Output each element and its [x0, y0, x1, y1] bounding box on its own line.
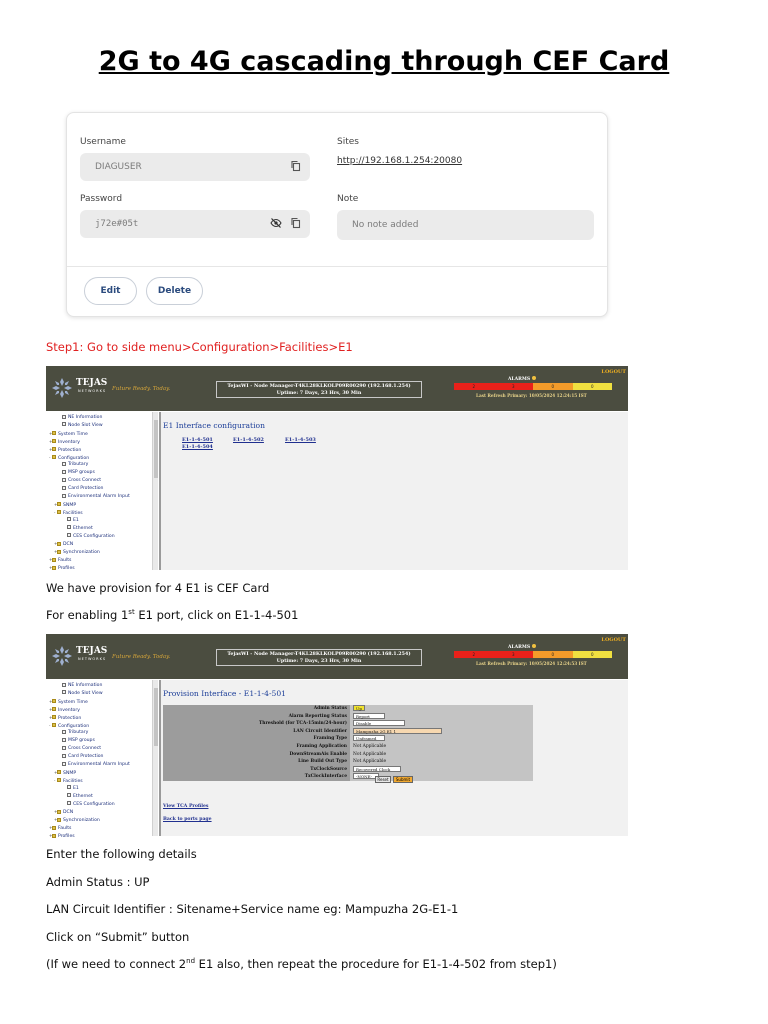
- folder-icon: [57, 542, 61, 546]
- folder-icon: [52, 699, 56, 703]
- tree-item-label: SNMP: [63, 770, 77, 776]
- sites-link[interactable]: http://192.168.1.254:20080: [337, 156, 463, 166]
- alarm-bar[interactable]: [454, 651, 612, 658]
- form-row-framing-type: [163, 735, 533, 743]
- folder-icon: [52, 834, 56, 838]
- tree-item-label: Environmental Alarm Input: [68, 762, 130, 767]
- collapse-icon[interactable]: -: [49, 722, 51, 728]
- tree-item-label: Tributary: [68, 462, 89, 468]
- expand-icon[interactable]: +: [49, 833, 53, 839]
- tree-item-label: CES Configuration: [73, 533, 115, 539]
- alarm-minor[interactable]: 0: [533, 651, 573, 658]
- repeat-instruction: (If we need to connect 2nd E1 also, then repeat the procedure for E1-1-4-502 from step1): [46, 957, 557, 971]
- folder-icon: [52, 707, 56, 711]
- line-build-out-label: Line Build Out Type: [163, 758, 350, 766]
- page-icon: [62, 690, 66, 694]
- port-link-e1-1-4-501[interactable]: E1-1-4-501: [182, 437, 213, 443]
- lan-circuit-label: LAN Circuit Identifier: [163, 728, 350, 736]
- side-menu-tree: [46, 680, 159, 840]
- tree-item-cross-connect[interactable]: [59, 477, 101, 485]
- folder-icon: [52, 439, 56, 443]
- form-row-admin-status: [163, 705, 533, 713]
- tree-item-label: Protection: [58, 447, 82, 453]
- tree-item-label: Profiles: [58, 566, 75, 572]
- tree-item-label: Configuration: [58, 455, 90, 461]
- uptime-text: Uptime: 7 Days, 23 Hrs, 30 Min: [276, 658, 362, 664]
- page-icon: [67, 785, 71, 789]
- tree-item-label: NE Information: [68, 415, 103, 420]
- tree-item-label: Environmental Alarm Input: [68, 494, 130, 499]
- side-menu-scrollbar[interactable]: [152, 680, 158, 836]
- tree-item-label: Node Slot View: [68, 690, 103, 696]
- alarm-major[interactable]: 3: [494, 651, 534, 658]
- node-manager-info: [216, 381, 422, 398]
- folder-icon: [52, 431, 56, 435]
- admin-status-instruction: Admin Status : UP: [46, 875, 150, 889]
- alarm-indicator-icon: [532, 376, 536, 380]
- brand-subtitle: NETWORKS: [78, 657, 107, 661]
- downstream-ais-label: DownStreamAis Enable: [163, 751, 350, 759]
- tree-item-card-protection[interactable]: [59, 753, 103, 761]
- framing-application-label: Framing Application: [163, 743, 350, 751]
- form-row-threshold: [163, 720, 533, 728]
- tree-item-tributary[interactable]: [59, 729, 88, 737]
- expand-icon[interactable]: +: [49, 714, 53, 720]
- expand-icon[interactable]: +: [49, 438, 53, 444]
- folder-icon: [52, 826, 56, 830]
- tree-item-tributary[interactable]: [59, 461, 88, 469]
- scrollbar-thumb[interactable]: [154, 420, 158, 478]
- eye-off-icon[interactable]: [270, 217, 282, 229]
- tree-item-label: System Time: [58, 699, 88, 705]
- enable-port-text: For enabling 1st E1 port, click on E1-1-4-501: [46, 608, 299, 622]
- folder-icon: [52, 447, 56, 451]
- tree-item-protection[interactable]: [49, 714, 81, 722]
- folder-icon: [52, 715, 56, 719]
- tree-item-environmental-alarm-input[interactable]: [59, 761, 130, 769]
- tree-item-card-protection[interactable]: [59, 485, 103, 493]
- tree-item-ces-configuration[interactable]: [64, 533, 115, 541]
- tree-item-label: Protection: [58, 715, 82, 721]
- tree-item-profiles[interactable]: [49, 564, 75, 572]
- note-label: Note: [337, 194, 359, 204]
- page-icon: [67, 793, 71, 797]
- admin-status-select[interactable]: Up: [353, 705, 365, 711]
- submit-button[interactable]: Submit: [393, 776, 413, 783]
- uptime-text: Uptime: 7 Days, 23 Hrs, 30 Min: [276, 390, 362, 396]
- brand-tagline: Future Ready. Today.: [112, 654, 171, 660]
- page-icon: [62, 494, 66, 498]
- threshold-select[interactable]: Disable: [353, 720, 405, 726]
- tree-item-msp-groups[interactable]: [59, 469, 95, 477]
- tree-item-configuration[interactable]: [49, 454, 89, 462]
- tree-item-system-time[interactable]: [49, 430, 88, 438]
- alarm-reporting-label: Alarm Reporting Status: [163, 713, 350, 721]
- expand-icon[interactable]: +: [49, 446, 53, 452]
- alarm-warning[interactable]: 0: [573, 651, 613, 658]
- brand-subtitle: NETWORKS: [78, 389, 107, 393]
- form-row-tx-clock-interface: [163, 773, 533, 781]
- expand-icon[interactable]: +: [49, 706, 53, 712]
- page-icon: [62, 754, 66, 758]
- lan-circuit-instruction: LAN Circuit Identifier : Sitename+Service name eg: Mampuzha 2G-E1-1: [46, 902, 459, 916]
- username-label: Username: [80, 137, 126, 147]
- view-tca-profiles-link[interactable]: View TCA Profiles: [163, 804, 209, 809]
- collapse-icon[interactable]: -: [54, 777, 56, 783]
- tree-item-label: NE Information: [68, 683, 103, 688]
- collapse-icon[interactable]: -: [54, 509, 56, 515]
- tree-item-label: Facilities: [63, 778, 83, 784]
- expand-icon[interactable]: +: [54, 817, 58, 823]
- expand-icon[interactable]: +: [49, 698, 53, 704]
- tree-item-profiles[interactable]: [49, 832, 75, 840]
- page-icon: [62, 762, 66, 766]
- alarm-major[interactable]: 3: [494, 383, 534, 390]
- tree-item-inventory[interactable]: [49, 706, 80, 714]
- framing-application-value: Not Applicable: [350, 743, 533, 751]
- tree-item-label: DCN: [63, 542, 74, 548]
- provision-title: Provision Interface - E1-1-4-501: [163, 689, 287, 698]
- nms-screenshot-provision: [46, 634, 628, 840]
- folder-icon: [52, 566, 56, 570]
- expand-icon[interactable]: +: [49, 430, 53, 436]
- scrollbar-thumb[interactable]: [154, 688, 158, 746]
- tree-item-label: MSP groups: [68, 738, 95, 744]
- page-icon: [67, 801, 71, 805]
- tree-item-label: Card Protection: [68, 486, 104, 492]
- page-icon: [62, 415, 66, 419]
- page-icon: [62, 730, 66, 734]
- tejas-logo-icon: [51, 377, 73, 399]
- tree-item-label: Profiles: [58, 834, 75, 840]
- collapse-icon[interactable]: -: [49, 454, 51, 460]
- tree-item-label: Facilities: [63, 510, 83, 516]
- folder-icon: [57, 550, 61, 554]
- credentials-card: [66, 112, 608, 317]
- page-icon: [62, 462, 66, 466]
- password-value: j72e#05t: [95, 219, 139, 229]
- tree-item-label: Faults: [58, 826, 72, 832]
- tree-item-ne-information[interactable]: [59, 682, 102, 690]
- tree-item-dcn[interactable]: [54, 540, 73, 548]
- logout-link[interactable]: LOGOUT: [601, 637, 626, 643]
- node-manager-info: [216, 649, 422, 666]
- tree-item-label: Synchronization: [63, 550, 100, 556]
- sites-label: Sites: [337, 137, 359, 147]
- tree-item-synchronization[interactable]: [54, 816, 100, 824]
- side-menu-tree: [46, 412, 159, 570]
- alarm-bar[interactable]: [454, 383, 612, 390]
- copy-icon[interactable]: [290, 217, 302, 229]
- alarm-reporting-select[interactable]: Report: [353, 713, 385, 719]
- tree-item-e1[interactable]: [64, 785, 79, 793]
- folder-icon: [57, 778, 61, 782]
- tree-item-label: Card Protection: [68, 754, 104, 760]
- tree-item-faults[interactable]: [49, 824, 71, 832]
- e1-config-panel: [161, 412, 628, 570]
- tree-item-label: Ethernet: [73, 793, 93, 799]
- last-refresh: Last Refresh Primary: 10/05/2024 12:24:15 IST: [476, 393, 587, 398]
- port-link-e1-1-4-502[interactable]: E1-1-4-502: [233, 437, 264, 443]
- tree-item-facilities[interactable]: [54, 509, 83, 517]
- nms-header: [46, 634, 628, 679]
- form-row-tx-clock-source: [163, 766, 533, 774]
- page-icon: [67, 517, 71, 521]
- expand-icon[interactable]: +: [54, 549, 58, 555]
- tree-item-label: CES Configuration: [73, 801, 115, 807]
- folder-icon: [57, 770, 61, 774]
- alarms-label: ALARMS: [508, 376, 536, 382]
- alarm-indicator-icon: [532, 644, 536, 648]
- brand-name: TEJAS: [76, 378, 108, 388]
- username-value: DIAGUSER: [95, 162, 142, 172]
- tx-clock-interface-select[interactable]: -NONE-: [353, 773, 379, 779]
- tree-item-label: System Time: [58, 431, 88, 437]
- lan-circuit-input[interactable]: Mampuzha 2G E1 1: [353, 728, 442, 734]
- threshold-label: Threshold (for TCA-15min/24-hour): [163, 720, 350, 728]
- page-icon: [67, 525, 71, 529]
- tree-item-label: Tributary: [68, 730, 89, 736]
- form-row-line-build-out: [163, 758, 533, 766]
- page-icon: [62, 486, 66, 490]
- tree-item-inventory[interactable]: [49, 438, 80, 446]
- password-label: Password: [80, 194, 123, 204]
- tree-item-synchronization[interactable]: [54, 548, 100, 556]
- line-build-out-value: Not Applicable: [350, 758, 533, 766]
- expand-icon[interactable]: +: [49, 565, 53, 571]
- form-row-lan-circuit: [163, 728, 533, 736]
- tree-item-environmental-alarm-input[interactable]: [59, 493, 130, 501]
- tree-item-label: Faults: [58, 558, 72, 564]
- expand-icon[interactable]: +: [54, 541, 58, 547]
- edit-button[interactable]: Edit: [84, 277, 137, 305]
- step1-text: Step1: Go to side menu>Configuration>Facilities>E1: [46, 340, 353, 354]
- expand-icon[interactable]: +: [54, 809, 58, 815]
- folder-icon: [57, 810, 61, 814]
- alarms-label: ALARMS: [508, 644, 536, 650]
- tree-item-snmp[interactable]: [54, 769, 76, 777]
- document-title: 2G to 4G cascading through CEF Card: [98, 46, 670, 77]
- tree-item-ethernet[interactable]: [64, 525, 93, 533]
- tree-item-label: E1: [73, 517, 79, 523]
- provision-count-text: We have provision for 4 E1 is CEF Card: [46, 581, 270, 595]
- tree-item-label: Configuration: [58, 723, 90, 729]
- password-field[interactable]: [80, 210, 310, 238]
- framing-type-label: Framing Type: [163, 735, 350, 743]
- tree-item-msp-groups[interactable]: [59, 737, 95, 745]
- tx-clock-source-select[interactable]: Recovered Clock: [353, 766, 401, 772]
- reset-button[interactable]: Reset: [375, 776, 391, 783]
- tree-item-label: Ethernet: [73, 525, 93, 531]
- nms-screenshot-e1: [46, 366, 628, 570]
- tree-item-label: E1: [73, 785, 79, 791]
- tree-item-label: Inventory: [58, 439, 80, 445]
- expand-icon[interactable]: +: [49, 825, 53, 831]
- folder-icon: [52, 723, 56, 727]
- folder-icon: [52, 455, 56, 459]
- tree-item-ces-configuration[interactable]: [64, 801, 115, 809]
- nms-header: [46, 366, 628, 411]
- side-menu-scrollbar[interactable]: [152, 412, 158, 570]
- card-divider: [67, 266, 607, 267]
- tree-item-label: Synchronization: [63, 818, 100, 824]
- form-row-alarm-reporting: [163, 713, 533, 721]
- port-link-e1-1-4-504[interactable]: E1-1-4-504: [182, 444, 213, 450]
- tree-item-configuration[interactable]: [49, 722, 89, 730]
- page-icon: [62, 738, 66, 742]
- page-icon: [62, 746, 66, 750]
- provision-panel: [161, 680, 628, 836]
- node-manager-title: TejasWI - Node Manager-T4KL28KLKOLP09R00290 (192.168.1.254): [227, 383, 411, 389]
- node-manager-title: TejasWI - Node Manager-T4KL28KLKOLP09R00290 (192.168.1.254): [227, 651, 411, 657]
- back-to-ports-link[interactable]: Back to ports page: [163, 817, 212, 822]
- expand-icon[interactable]: +: [54, 501, 58, 507]
- tx-clock-interface-label: TxClockInterface: [163, 773, 350, 781]
- alarm-critical[interactable]: 2: [454, 651, 494, 658]
- page-icon: [62, 470, 66, 474]
- expand-icon[interactable]: +: [49, 557, 53, 563]
- tree-item-ethernet[interactable]: [64, 793, 93, 801]
- page-icon: [62, 478, 66, 482]
- tree-item-faults[interactable]: [49, 556, 71, 564]
- downstream-ais-value: Not Applicable: [350, 751, 533, 759]
- tree-item-label: Inventory: [58, 707, 80, 713]
- alarm-minor[interactable]: 0: [533, 383, 573, 390]
- brand-tagline: Future Ready. Today.: [112, 386, 171, 392]
- brand-name: TEJAS: [76, 646, 108, 656]
- username-field[interactable]: [80, 153, 310, 181]
- page-icon: [62, 422, 66, 426]
- note-field[interactable]: No note added: [337, 210, 594, 240]
- tree-item-label: Node Slot View: [68, 422, 103, 428]
- alarm-critical[interactable]: 2: [454, 383, 494, 390]
- folder-icon: [57, 502, 61, 506]
- tejas-logo-icon: [51, 645, 73, 667]
- tree-item-cross-connect[interactable]: [59, 745, 101, 753]
- form-row-framing-application: [163, 743, 533, 751]
- tree-item-facilities[interactable]: [54, 777, 83, 785]
- tree-item-label: Cross Connect: [68, 746, 102, 752]
- tx-clock-source-label: TxClockSource: [163, 766, 350, 774]
- framing-type-select[interactable]: Unframed: [353, 735, 385, 741]
- expand-icon[interactable]: +: [54, 769, 58, 775]
- page-icon: [62, 683, 66, 687]
- admin-status-label: Admin Status: [163, 705, 350, 713]
- form-row-downstream-ais: [163, 751, 533, 759]
- tree-item-ne-information[interactable]: [59, 414, 102, 422]
- logout-link[interactable]: LOGOUT: [601, 369, 626, 375]
- tree-item-snmp[interactable]: [54, 501, 76, 509]
- tree-item-node-slot-view[interactable]: [59, 422, 103, 430]
- delete-button[interactable]: Delete: [146, 277, 203, 305]
- tree-item-label: Cross Connect: [68, 478, 102, 484]
- folder-icon: [52, 558, 56, 562]
- tree-item-dcn[interactable]: [54, 808, 73, 816]
- last-refresh: Last Refresh Primary: 10/05/2024 12:24:53 IST: [476, 661, 587, 666]
- alarm-warning[interactable]: 0: [573, 383, 613, 390]
- tree-item-protection[interactable]: [49, 446, 81, 454]
- port-link-e1-1-4-503[interactable]: E1-1-4-503: [285, 437, 316, 443]
- tree-item-e1[interactable]: [64, 517, 79, 525]
- page-icon: [67, 533, 71, 537]
- tree-item-node-slot-view[interactable]: [59, 690, 103, 698]
- folder-icon: [57, 818, 61, 822]
- submit-instruction: Click on “Submit” button: [46, 930, 190, 944]
- tree-item-label: MSP groups: [68, 470, 95, 476]
- tree-item-label: DCN: [63, 810, 74, 816]
- e1-config-title: E1 Interface configuration: [163, 421, 265, 430]
- enter-details-text: Enter the following details: [46, 847, 197, 861]
- provision-form: [163, 705, 533, 781]
- tree-item-system-time[interactable]: [49, 698, 88, 706]
- tree-item-label: SNMP: [63, 502, 77, 508]
- copy-icon[interactable]: [290, 160, 302, 172]
- folder-icon: [57, 510, 61, 514]
